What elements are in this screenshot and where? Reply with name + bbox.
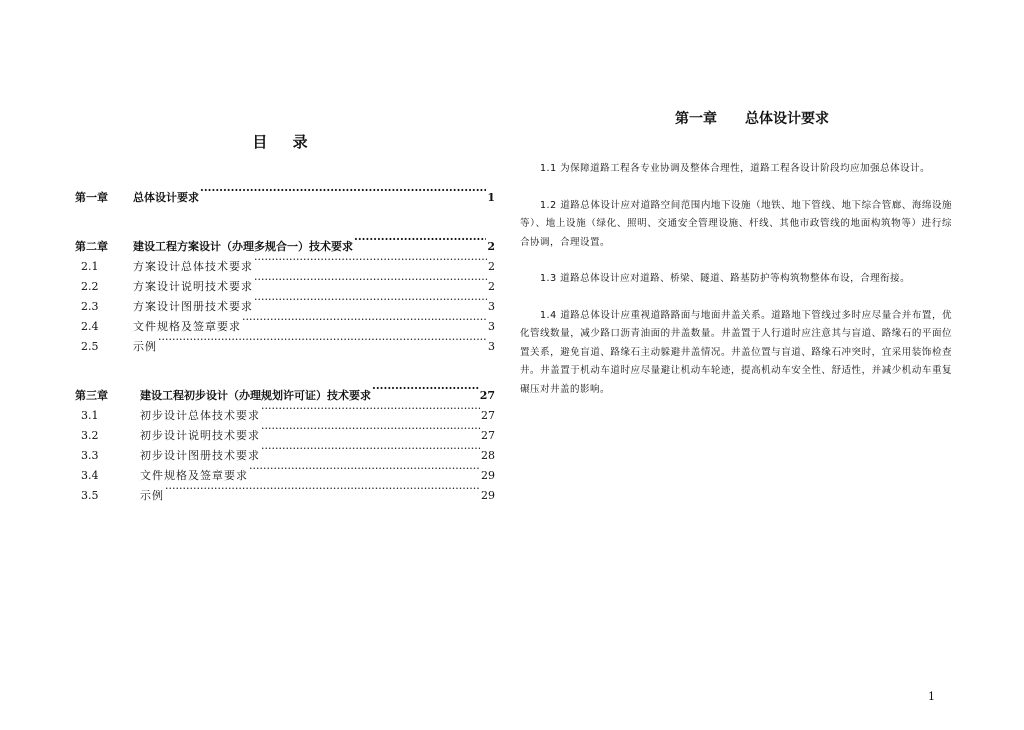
paragraph-text: 道路总体设计应对道路空间范围内地下设施（地铁、地下管线、地下综合管廊、海绵设施等）、地上设施（绿化、照明、交通安全管理设施、杆线、其他市政管线的地面构筑物等）进行综合协调，合理设置。 xyxy=(520,199,952,248)
toc-leader-dots xyxy=(200,181,486,201)
toc-entry-chapter-2[interactable] xyxy=(75,230,495,253)
toc-entry-chapter-3[interactable] xyxy=(75,379,495,402)
paragraph xyxy=(520,197,952,253)
paragraph-number: 1.2 xyxy=(540,199,557,211)
toc-entry-title: 建设工程方案设计（办理多规合一）技术要求 xyxy=(133,240,353,253)
toc-leader-dots xyxy=(254,270,487,290)
toc-entry-page: 2 xyxy=(488,280,495,293)
toc-leader-dots xyxy=(354,230,486,250)
toc-entry-title: 方案设计总体技术要求 xyxy=(133,260,253,273)
toc-entry-page: 29 xyxy=(481,469,495,482)
toc-entry-page: 27 xyxy=(481,429,495,442)
paragraph-text: 道路总体设计应对道路、桥梁、隧道、路基防护等构筑物整体布设，合理衔接。 xyxy=(560,273,911,284)
paragraph-text: 为保障道路工程各专业协调及整体合理性，道路工程各设计阶段均应加强总体设计。 xyxy=(560,163,931,174)
toc-entry-title: 示例 xyxy=(140,489,164,502)
toc-entry-number: 2.5 xyxy=(81,340,99,353)
chapter-title: 总体设计要求 xyxy=(745,111,829,127)
toc-entry-number: 第三章 xyxy=(75,389,108,402)
paragraph-text: 道路总体设计应重视道路路面与地面井盖关系。道路地下管线过多时应尽量合并布置，优化管线数量，减少路口沥青油面的井盖数量。井盖置于人行道时应注意其与盲道、路缘石的平面位置关系，避免盲道、路缘石主动躲避井盖情况。井盖位置与盲道、路缘石冲突时，宜采用装饰检查井。井盖置于机动车道时应尽量避让机动车轮迹，提高机动车安全性、舒适性，并减少机动车重复碾压对井盖的影响。 xyxy=(520,309,952,395)
paragraph-number: 1.3 xyxy=(540,273,557,284)
toc-entry-title: 示例 xyxy=(133,340,157,353)
toc-entry-title: 建设工程初步设计（办理规划许可证）技术要求 xyxy=(140,389,371,402)
paragraph-number: 1.4 xyxy=(540,309,557,321)
toc-entry-title: 方案设计说明技术要求 xyxy=(133,280,253,293)
toc-entry-number: 3.3 xyxy=(81,449,99,462)
table-of-contents xyxy=(75,130,495,502)
toc-entry-title: 方案设计图册技术要求 xyxy=(133,300,253,313)
toc-leader-dots xyxy=(165,479,480,499)
toc-entry-page: 3 xyxy=(488,320,495,333)
paragraph-number: 1.1 xyxy=(540,163,557,174)
toc-entry-page: 27 xyxy=(479,389,495,402)
toc-leader-dots xyxy=(249,459,480,479)
toc-entry-page: 3 xyxy=(488,300,495,313)
toc-entry-number: 2.4 xyxy=(81,320,99,333)
toc-leader-dots xyxy=(158,330,487,350)
chapter-heading xyxy=(552,108,952,130)
toc-entry-page: 2 xyxy=(487,240,495,253)
toc-entry-number: 第二章 xyxy=(75,240,108,253)
toc-entry-page: 27 xyxy=(481,409,495,422)
toc-entry-title: 初步设计总体技术要求 xyxy=(140,409,260,422)
toc-entry-number: 3.4 xyxy=(81,469,99,482)
toc-entry-page: 2 xyxy=(488,260,495,273)
paragraph xyxy=(520,307,952,400)
paragraph xyxy=(520,270,952,289)
toc-leader-dots xyxy=(372,379,479,399)
toc-leader-dots xyxy=(261,399,480,419)
page-number: 1 xyxy=(928,690,935,703)
chapter-number: 第一章 xyxy=(675,111,717,127)
toc-entry-number: 3.1 xyxy=(81,409,99,422)
toc-entry-title: 总体设计要求 xyxy=(133,191,199,204)
toc-entry-number: 2.2 xyxy=(81,280,99,293)
toc-entry-page: 1 xyxy=(487,191,495,204)
toc-title: 目 录 xyxy=(252,133,318,151)
toc-entry-title: 文件规格及签章要求 xyxy=(133,320,241,333)
toc-leader-dots xyxy=(261,439,480,459)
toc-leader-dots xyxy=(242,310,487,330)
toc-entry-number: 2.1 xyxy=(81,260,99,273)
toc-entry-title: 初步设计图册技术要求 xyxy=(140,449,260,462)
toc-entry-page: 3 xyxy=(488,340,495,353)
toc-leader-dots xyxy=(254,250,487,270)
toc-leader-dots xyxy=(254,290,487,310)
toc-entry-number: 2.3 xyxy=(81,300,99,313)
chapter-content xyxy=(520,108,952,417)
toc-entry-page: 29 xyxy=(481,489,495,502)
toc-entry-number: 第一章 xyxy=(75,191,108,204)
toc-leader-dots xyxy=(261,419,480,439)
paragraph xyxy=(520,160,952,179)
toc-entry-title: 文件规格及签章要求 xyxy=(140,469,248,482)
toc-entry-number: 3.5 xyxy=(81,489,99,502)
toc-entry-title: 初步设计说明技术要求 xyxy=(140,429,260,442)
toc-entry-page: 28 xyxy=(481,449,495,462)
toc-entry-chapter-1[interactable] xyxy=(75,181,495,204)
toc-entry-number: 3.2 xyxy=(81,429,99,442)
